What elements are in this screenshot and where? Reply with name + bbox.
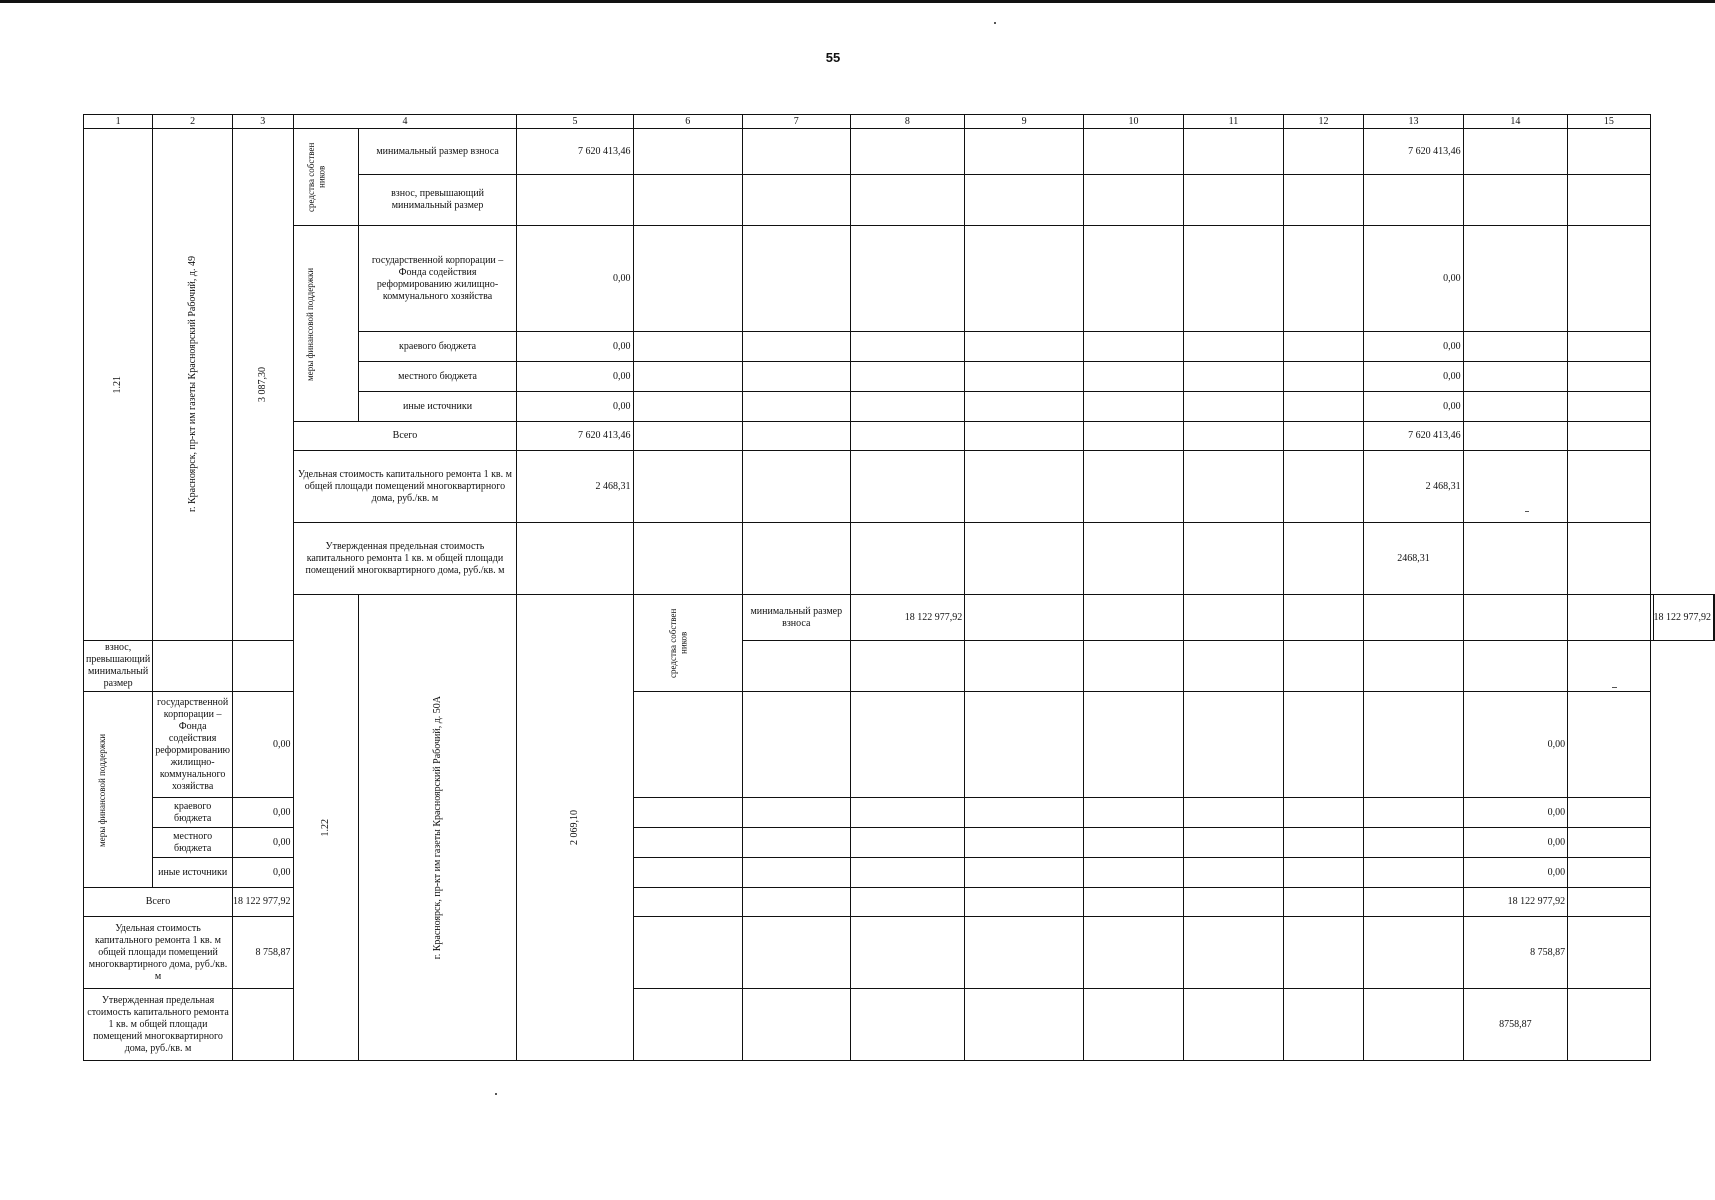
table-row: [84, 226, 1715, 332]
row-label: минимальный размер взноса: [742, 595, 850, 641]
page-number: 55: [825, 50, 841, 65]
table-row: [84, 451, 1715, 523]
cell-value: 18 122 977,92: [850, 595, 965, 641]
cell-value: 2 468,31: [1364, 451, 1463, 523]
cell-value: [1463, 362, 1567, 392]
col-number: 6: [633, 115, 742, 129]
row-label: взнос, превышающий минимальный размер: [358, 175, 517, 226]
col-number: 8: [850, 115, 965, 129]
col-number: 11: [1183, 115, 1283, 129]
col-number: 15: [1568, 115, 1650, 129]
row-label: минимальный размер взноса: [358, 129, 517, 175]
col-number: 1: [84, 115, 153, 129]
cell-value: 0,00: [1364, 392, 1463, 422]
group-financial-support: меры финансовой поддержки: [304, 266, 315, 381]
cell-value: [1364, 828, 1463, 858]
cell-value: 2468,31: [1364, 523, 1463, 595]
table-row: [84, 422, 1715, 451]
scan-speck: [495, 1093, 497, 1095]
row-label: Утвержденная предельная стоимость капитального ремонта 1 кв. м общей площади помещений многоквартирного дома, руб./кв. м: [293, 523, 517, 595]
cell-value: [1463, 129, 1567, 175]
cell-value: [1364, 989, 1463, 1061]
row-label: государственной корпорации – Фонда содействия реформированию жилищно-коммунального хозяйства: [153, 692, 233, 798]
cell-value: 0,00: [517, 362, 633, 392]
cell-value: [1463, 226, 1567, 332]
row-label: Всего: [84, 888, 233, 917]
building-area: 2 069,10: [568, 810, 580, 845]
table-row: [84, 523, 1715, 595]
cell-value: [1463, 392, 1567, 422]
cell-value: 0,00: [1364, 362, 1463, 392]
cell-value: 8758,87: [1463, 989, 1567, 1061]
row-label: краевого бюджета: [153, 798, 233, 828]
cell-value: [1364, 917, 1463, 989]
group-financial-support: меры финансовой поддержки: [97, 732, 108, 847]
cell-value: 0,00: [1463, 828, 1567, 858]
building-address: г. Красноярск, пр-кт им газеты Красноярский Рабочий, д. 49: [186, 256, 198, 513]
cell-value: 0,00: [517, 332, 633, 362]
item-number: 1.22: [319, 818, 331, 837]
row-label: иные источники: [358, 392, 517, 422]
cell-value: 0,00: [1463, 692, 1567, 798]
row-label: краевого бюджета: [358, 332, 517, 362]
cell-value: [1463, 422, 1567, 451]
cell-value: 0,00: [1364, 332, 1463, 362]
column-number-row: [84, 115, 1715, 129]
cell-value: [1463, 523, 1567, 595]
col-number: 5: [517, 115, 633, 129]
col-number: 10: [1084, 115, 1184, 129]
building-address: г. Красноярск, пр-кт им газеты Красноярский Рабочий, д. 50А: [431, 695, 443, 960]
table-row: [84, 595, 1715, 641]
item-number: 1.21: [112, 375, 124, 394]
cell-value: 0,00: [1364, 226, 1463, 332]
col-number: 7: [742, 115, 850, 129]
cell-value: 0,00: [1463, 858, 1567, 888]
cell-value: 7 620 413,46: [1364, 129, 1463, 175]
cell-value: 0,00: [233, 798, 294, 828]
cell-value: [1364, 858, 1463, 888]
group-owner-funds: средства собствен ников: [667, 608, 689, 678]
row-label: Всего: [293, 422, 517, 451]
row-label: иные источники: [153, 858, 233, 888]
cell-value: 0,00: [1463, 798, 1567, 828]
cell-value: 2 468,31: [517, 451, 633, 523]
cell-value: 7 620 413,46: [1364, 422, 1463, 451]
cell-value: 0,00: [233, 692, 294, 798]
building-area: 3 087,30: [256, 367, 268, 402]
col-number: 14: [1463, 115, 1567, 129]
group-owner-funds: средства собствен ников: [305, 142, 326, 212]
cell-value: 18 122 977,92: [1653, 595, 1714, 641]
cell-value: 8 758,87: [233, 917, 294, 989]
cell-value: [1364, 692, 1463, 798]
cell-value: 0,00: [517, 226, 633, 332]
cell-value: 7 620 413,46: [517, 129, 633, 175]
capital-repair-table: [83, 114, 1715, 1061]
cell-value: [1463, 332, 1567, 362]
cell-value: [1364, 798, 1463, 828]
cell-value: 0,00: [233, 858, 294, 888]
cell-value: 0,00: [517, 392, 633, 422]
cell-value: 18 122 977,92: [1463, 888, 1567, 917]
row-label: государственной корпорации – Фонда содействия реформированию жилищно-коммунального хозяйства: [358, 226, 517, 332]
scan-top-edge: [0, 0, 1715, 3]
cell-value: 18 122 977,92: [233, 888, 294, 917]
col-number: 13: [1364, 115, 1463, 129]
row-label: Удельная стоимость капитального ремонта 1 кв. м общей площади помещений многоквартирного дома, руб./кв. м: [293, 451, 517, 523]
col-number: 9: [965, 115, 1084, 129]
scan-speck: [994, 22, 996, 24]
cell-value: 7 620 413,46: [517, 422, 633, 451]
col-number: 2: [153, 115, 233, 129]
table-row: [84, 129, 1715, 175]
row-label: Утвержденная предельная стоимость капитального ремонта 1 кв. м общей площади помещений многоквартирного дома, руб./кв. м: [84, 989, 233, 1061]
cell-value: [1463, 451, 1567, 523]
row-label: местного бюджета: [153, 828, 233, 858]
row-label: местного бюджета: [358, 362, 517, 392]
cell-value: [1364, 888, 1463, 917]
cell-value: 0,00: [233, 828, 294, 858]
col-number: 4: [293, 115, 517, 129]
col-number: 3: [233, 115, 294, 129]
cell-value: 8 758,87: [1463, 917, 1567, 989]
row-label: взнос, превышающий минимальный размер: [84, 641, 153, 692]
col-number: 12: [1283, 115, 1363, 129]
row-label: Удельная стоимость капитального ремонта 1 кв. м общей площади помещений многоквартирного дома, руб./кв. м: [84, 917, 233, 989]
